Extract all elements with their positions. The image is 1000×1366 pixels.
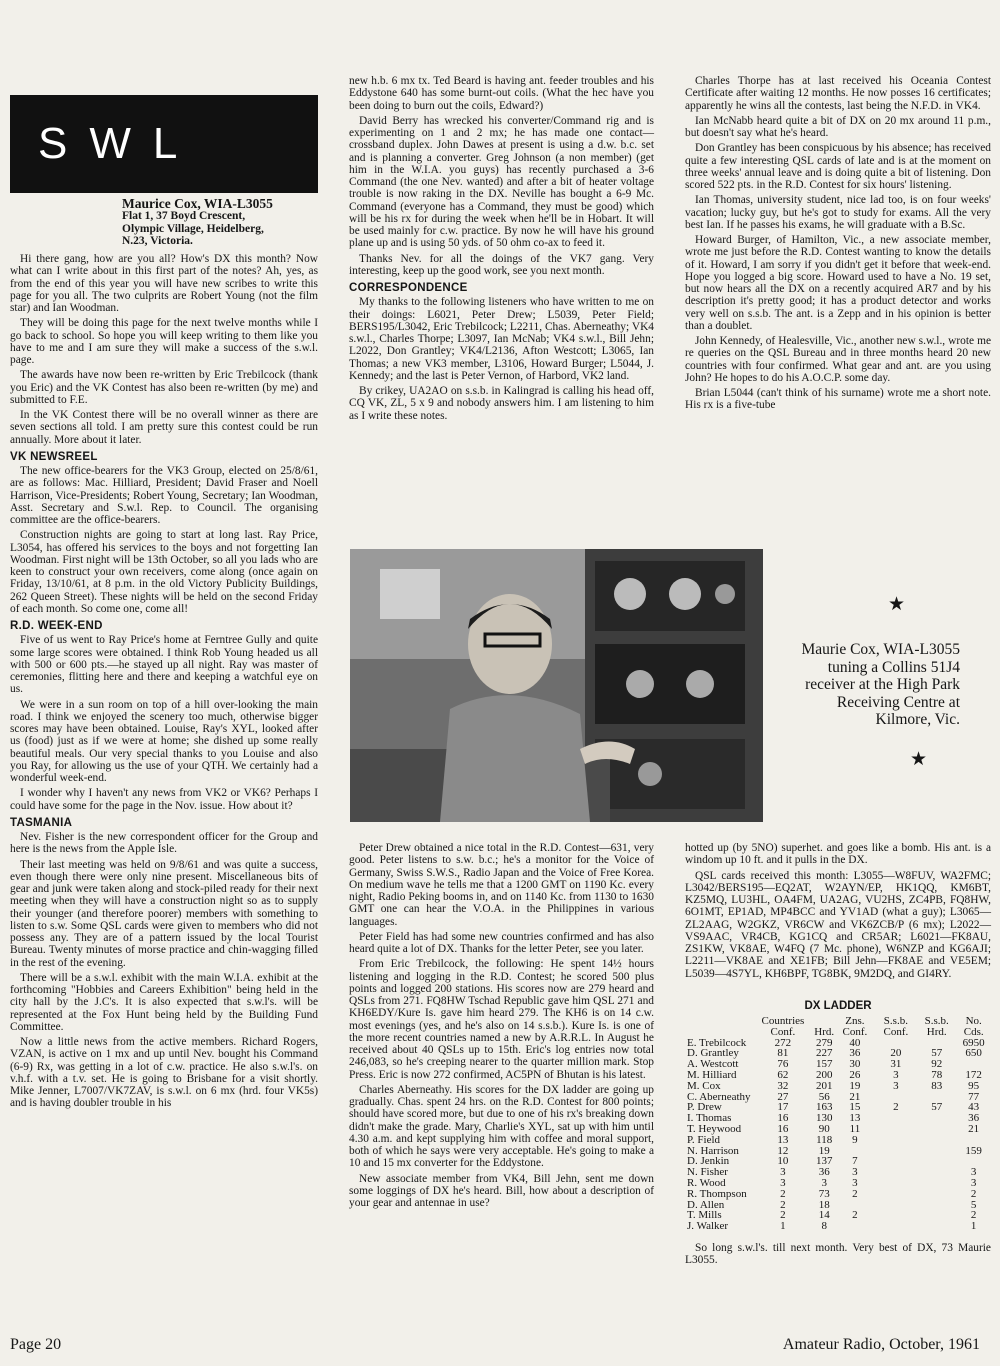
dx-ladder-value: 26	[849, 1068, 861, 1081]
dx-ladder-value: 2	[852, 1187, 858, 1200]
dx-ladder-value: 9	[852, 1133, 858, 1146]
dx-ladder-value: 272	[774, 1036, 792, 1049]
dx-ladder-name: D. Jenkin	[687, 1155, 730, 1168]
column-2	[349, 75, 654, 425]
dx-ladder-row	[685, 1156, 991, 1167]
dx-ladder-value: 8	[821, 1220, 827, 1233]
dx-ladder-value	[875, 1200, 917, 1211]
col3-para: Don Grantley has been conspicuous by his absence; has received quite a few interesting QSL cards of late and is at the moment on three weeks' annual leave and is doing quite a bit of listening. Don scored 522 pts. in the R.D. Contest for six hours' listening.	[685, 142, 991, 191]
dx-ladder-name: A. Westcott	[687, 1058, 739, 1071]
author-address-1: Flat 1, 37 Boyd Crescent,	[122, 210, 246, 223]
dx-ladder-value: 200	[815, 1068, 833, 1081]
dx-ladder-value: 157	[815, 1058, 833, 1071]
dx-ladder-value: 32	[777, 1079, 789, 1092]
dx-ladder-value: 73	[818, 1187, 830, 1200]
dx-ladder-value: 16	[777, 1122, 789, 1135]
dx-ladder-value: 2	[852, 1209, 858, 1222]
dx-ladder-row	[685, 1221, 991, 1232]
section-title: SWL	[38, 119, 200, 168]
dx-ladder-value: 12	[777, 1144, 789, 1157]
heading-vk-newsreel: VK NEWSREEL	[10, 450, 98, 463]
dx-ladder-value: 40	[849, 1036, 861, 1049]
dx-ladder-value	[875, 1221, 917, 1232]
column-3-bottom	[685, 842, 991, 1269]
dx-ladder-row	[685, 1189, 991, 1200]
dx-ladder-name: D. Allen	[687, 1198, 725, 1211]
dx-ladder-row	[685, 1135, 991, 1146]
author-name: Maurice Cox, WIA-L3055	[122, 196, 273, 211]
dx-ladder-value	[917, 1113, 956, 1124]
dx-ladder-value: 18	[818, 1198, 830, 1211]
dx-ladder-value: 5	[970, 1198, 977, 1211]
col2b-para: Peter Drew obtained a nice total in the R.D. Contest—631, very good. Peter listens to s.w. b.c.; he's a monitor for the Voice of Germany, Swiss S.W.S., Radio Japan and the Voice of Free Korea. On medium wave he tells me that a 1200 GMT on 1190 Kc. every night, Radio Peking booms in, and on 1140 Kc. from 1130 to 1630 GMT one can hear the V.O.A. in the Philippines in various languages.	[349, 842, 654, 928]
dx-ladder-row	[685, 1167, 991, 1178]
dx-ladder-value: 159	[965, 1144, 982, 1157]
dx-ladder-table	[685, 1016, 991, 1232]
dx-ladder-value: 2	[893, 1101, 899, 1114]
heading-rd-weekend: R.D. WEEK-END	[10, 620, 103, 632]
dx-ladder-row	[685, 1146, 991, 1157]
col2b-para: Peter Field has had some new countries confirmed and has also heard quite a lot of DX. Thanks for the letter Peter, see you later.	[349, 930, 654, 955]
dx-ladder-value: 13	[777, 1133, 789, 1146]
dx-ladder-value: 1	[780, 1220, 786, 1233]
col3-para: Charles Thorpe has at last received his Oceania Contest Certificate after waiting 12 months. He now posses 16 certificates; apparently he wins all the contests, last being the N.F.D. in VK4.	[685, 75, 991, 112]
dx-ladder-value: 20	[890, 1047, 902, 1060]
dx-ladder-value	[917, 1167, 956, 1178]
dx-ladder-name: T. Heywood	[687, 1122, 742, 1135]
author-address-3: N.23, Victoria.	[122, 235, 193, 248]
author-address-2: Olympic Village, Heidelberg,	[122, 222, 264, 235]
dx-ladder-header-cell: Zns. Conf.	[842, 1015, 868, 1038]
dx-ladder-value: 650	[965, 1047, 982, 1060]
dx-ladder-value	[875, 1113, 917, 1124]
dx-ladder-name: I. Thomas	[687, 1112, 732, 1125]
dx-ladder-value	[917, 1156, 956, 1167]
dx-ladder-value	[875, 1156, 917, 1167]
dx-ladder-value: 137	[815, 1155, 833, 1168]
dx-ladder-value	[917, 1221, 956, 1232]
col3-para: Howard Burger, of Hamilton, Vic., a new associate member, wrote me just before the R.D. Contest wanting to know the details of it. Howard, I am sorry if you didn't get it before that week-end. Hope you logged a big score. Howard used to have a No. 19 set, but now hears all the DX on a recently acquired AR7 and by his description it's pretty good; it has a product detector and works very well on s.s.b. The ant. is a Zepp and in his opinion is better than a doublet.	[685, 234, 991, 332]
dx-ladder-value: 90	[818, 1122, 830, 1135]
dx-ladder-value	[875, 1189, 917, 1200]
heading-correspondence: CORRESPONDENCE	[349, 282, 468, 294]
col2b-para: Charles Aberneathy. His scores for the DX ladder are going up gradually. Chas. spent 24 hrs. on the R.D. Contest for 800 points; should have scored more, but due to one of his rx's breaking down didn't make the grade. Mary, Charlie's XYL, sat up with him until 4.30 a.m. and kept supplying him with coffee and moral support, both of which he says were very acceptable. He's going to make a 10 and 15 mx converter for the Eddystone.	[349, 1083, 654, 1170]
dx-ladder-value: 36	[818, 1166, 830, 1179]
dx-ladder-value: 19	[849, 1079, 861, 1092]
column-1	[10, 253, 318, 1113]
dx-ladder-value: 2	[970, 1209, 977, 1222]
dx-ladder-body	[685, 1038, 991, 1232]
dx-ladder-value	[917, 1146, 956, 1157]
dx-ladder-name: M. Cox	[687, 1079, 721, 1092]
col3-para: John Kennedy, of Healesville, Vic., another new s.w.l., wrote me re queries on the QSL Bureau and in three months heard 20 new countries with four confirmed. What gear and ant. are you using John? He hopes to do his A.O.C.P. some day.	[685, 335, 991, 384]
dx-ladder-name: P. Drew	[687, 1101, 722, 1114]
dx-ladder-value: 3	[893, 1068, 899, 1081]
dx-ladder-row	[685, 1070, 991, 1081]
dx-ladder-value: 3	[780, 1166, 786, 1179]
dx-ladder-name: P. Field	[687, 1133, 721, 1146]
dx-ladder-value	[917, 1135, 956, 1146]
dx-ladder-value: 21	[849, 1090, 861, 1103]
dx-ladder-value	[875, 1178, 917, 1189]
page-number: Page 20	[10, 1336, 62, 1353]
col2b-para: New associate member from VK4, Bill Jehn, sent me down some loggings of DX he's heard. Bill, how about a description of your gear and antennae in use?	[349, 1172, 654, 1209]
dx-ladder-value	[956, 1135, 991, 1146]
dx-ladder-value: 118	[816, 1133, 833, 1146]
dx-ladder-name: E. Trebilcock	[687, 1036, 747, 1049]
col3b-para: QSL cards received this month: L3055—W8FUV, WA2FMC; L3042/BERS195—EQ2AT, W2AYN/EP, HK1QQ, KM6BT, KZ5MQ, LU3HL, OA4FM, UA2AG, VU2HS, ZC4PB, FQ8HW, 6O1MT, EP1AD, MP4BCC and YV1AD (what a guy); L3065—ZL2AAG, W2GKZ, VR6CW and VK6ZCB/P (6 mx); L2022—VS9AAC, VR4CB, KG1CQ and CR5AR; L6021—FK8AU, ZS1KW, VK8AE, W4FQ (7 Mc. phone), W6NZP and KG6AJI; L2211—VK8AE and XE1FB; Bill Jehn—FK8AE and VE5EM; L5039—4S7YL, KH6BPF, TG8BK, 9M2DQ, and GI4RY.	[685, 869, 991, 980]
dx-ladder-value: 30	[849, 1058, 861, 1071]
dx-ladder-header-cell: Hrd.	[814, 1025, 835, 1038]
dx-ladder-value: 36	[968, 1112, 980, 1125]
dx-ladder-value: 21	[968, 1122, 980, 1135]
dx-ladder-value: 43	[968, 1101, 980, 1114]
dx-ladder-row	[685, 1081, 991, 1092]
dx-ladder-row	[685, 1092, 991, 1103]
dx-ladder-value: 27	[777, 1090, 789, 1103]
dx-ladder-value: 56	[818, 1090, 830, 1103]
dx-ladder-value: 227	[815, 1047, 833, 1060]
section-title-box	[10, 95, 318, 193]
dx-ladder-value	[917, 1189, 956, 1200]
col3-para: Ian Thomas, university student, nice lad too, is on four weeks' vacation; lucky guy, but he's got to study for exams. All the very best Ian. If he passes his exams, he will graduate with a B.Sc.	[685, 194, 991, 231]
dx-ladder-value: 3	[780, 1176, 786, 1189]
dx-ladder-value: 78	[931, 1068, 943, 1081]
tas-para: Nev. Fisher is the new correspondent officer for the Group and here is the news from the Apple Isle.	[10, 831, 318, 856]
dx-ladder-value: 172	[965, 1068, 982, 1081]
dx-ladder-value: 76	[777, 1058, 789, 1071]
col2-para: David Berry has wrecked his converter/Command rig and is experimenting on 1 and 2 mx; he has made one contact—crossband duplex. John Dawes at present is using a d.w. b.c. set and is planning a converter. Greg Johnson (a non member) (get him in the W.I.A. you guys) has recently purchased a 3-6 Command (the one Nev. wanted) and after a bit of heater voltage trouble is now raking in the DX. Neville has bought a 6-9 Mc. Command (everyone has a Command, they must be good) which will be his rx for during the week when he'll be in Hobart. It will be used mainly for c.w. practice. By now he will have his ground plane up and is using 50 yds. of 50 ohm co-ax to feed it.	[349, 114, 654, 250]
dx-ladder-value: 3	[852, 1176, 858, 1189]
dx-ladder-value: 31	[890, 1058, 902, 1071]
dx-ladder-header-cell: S.s.b. Hrd.	[924, 1015, 949, 1038]
dx-ladder-name: N. Harrison	[687, 1144, 739, 1157]
dx-ladder-value: 36	[849, 1047, 861, 1060]
intro-para: Hi there gang, how are you all? How's DX this month? Now what can I write about in this first part of the notes? Ah, yes, as from the end of this year you will have new scribes to write this page for you all. The two culprits are Robert Young (not the film star) and Ian Woodman.	[10, 253, 318, 314]
dx-ladder-value: 3	[821, 1176, 827, 1189]
dx-ladder-name: T. Mills	[687, 1209, 722, 1222]
rd-para: We were in a sun room on top of a hill over-looking the main road. I think we enjoyed the scenery too much, otherwise bigger scores may have been obtained. Louise, Ray's XYL, looked after us (food) just as if we were at home; she dished up some really beautiful meals. Our very special thanks to you Louise and also you Ray, for allowing us the use of your QTH. We certainly had a wonderful week-end.	[10, 698, 318, 784]
dx-ladder-value	[875, 1135, 917, 1146]
dx-ladder-value	[835, 1221, 875, 1232]
tas-para: Now a little news from the active members. Richard Rogers, VZAN, is active on 1 mx and up until Nev. bought his Command (6-9) Rx, was getting in a lot of c.w. practice. He also s.w.l's. on v.h.f. with a t.v. set. He is going to Brisbane for a visit shortly. Mike Jenner, L7007/VK7ZAV, is s.w.l. on 6 mx (hrd. four VK5s) and is having doubler trouble in his	[10, 1036, 318, 1110]
dx-ladder-row	[685, 1200, 991, 1211]
corr-para: By crikey, UA2AO on s.s.b. in Kalingrad is calling his head off, CQ VK, ZL, 5 x 9 and nobody answers him. I am listening to him as I write these notes.	[349, 385, 654, 422]
column-3	[685, 75, 991, 415]
tas-para: Their last meeting was held on 9/8/61 and was quite a success, even though there were only nine present. Miscellaneous bits of gear and junk were taken along and stock-piled ready for their next meeting when they will have a construction night so as to supply their younger (and therefore poorer) members with something to listen to s.w. Some QSL cards were given to members who did not possess any. They are of a pattern issued by the local Tourist Bureau. Twenty minutes of morse practice and chin-wagging filled in the rest of the evening.	[10, 858, 318, 969]
dx-ladder-value: 3	[852, 1166, 858, 1179]
dx-ladder-row	[685, 1210, 991, 1221]
dx-ladder-value: 16	[777, 1112, 789, 1125]
dx-ladder-name: R. Wood	[687, 1176, 726, 1189]
dx-ladder-value: 3	[970, 1166, 977, 1179]
dx-ladder-value	[875, 1124, 917, 1135]
dx-ladder-header-cell: Countries Conf.	[761, 1015, 805, 1038]
photo-radio-operator	[350, 549, 763, 822]
dx-ladder-header-cell: S.s.b. Conf.	[883, 1015, 909, 1038]
dx-ladder-row	[685, 1124, 991, 1135]
star-ornament-top: ★	[888, 594, 906, 615]
dx-ladder-value: 6950	[962, 1036, 985, 1049]
rd-para: Five of us went to Ray Price's home at Ferntree Gully and quite some large scores were obtained. I think Rob Young headed us all with 500 or 600 pts.—he stayed up all night. Ray was master of ceremonies, flitting here and there and keeping a watchful eye on us.	[10, 634, 318, 696]
dx-ladder-value: 92	[931, 1058, 943, 1071]
dx-ladder-header-cell	[685, 1016, 753, 1038]
dx-ladder-value: 2	[970, 1187, 977, 1200]
newsreel-para: Construction nights are going to start at long last. Ray Price, L3054, has offered his services to the boys and not forgetting Ian Woodman. First night will be 13th October, so all you lads who are keen to construct your own receivers, come along (once again on Friday, 13/10/61, at 8 p.m. in the old Victory Publicity Buildings, 262 Queen Street). These nights will be held on the second Friday of each month. So come one, come all!	[10, 529, 318, 615]
dx-ladder-value: 14	[818, 1209, 830, 1222]
dx-ladder-header-row	[685, 1016, 991, 1038]
intro-para: The awards have now been re-written by Eric Trebilcock (thank you Eric) and the VK Contest has also been re-written (by me) and submitted to F.E.	[10, 369, 318, 406]
dx-ladder-value	[875, 1146, 917, 1157]
dx-ladder-value: 2	[780, 1198, 786, 1211]
dx-ladder-value: 17	[777, 1101, 789, 1114]
closing-para: So long s.w.l's. till next month. Very best of DX, 73 Maurie L3055.	[685, 1241, 991, 1267]
dx-ladder-value: 3	[893, 1079, 899, 1092]
col2-para: new h.b. 6 mx tx. Ted Beard is having ant. feeder troubles and his Eddystone 640 has some burnt-out coils. (What the hec have you been doing to burn out the coils, Edward?)	[349, 75, 654, 112]
dx-ladder-name: N. Fisher	[687, 1166, 728, 1179]
dx-ladder-value: 1	[970, 1220, 977, 1233]
dx-ladder-value: 201	[815, 1079, 833, 1092]
col3-para: Brian L5044 (can't think of his surname) wrote me a short note. His rx is a five-tube	[685, 387, 991, 412]
dx-ladder-value: 11	[849, 1122, 861, 1135]
dx-ladder-value: 10	[777, 1155, 789, 1168]
dx-ladder-value	[917, 1124, 956, 1135]
col3b-para: hotted up (by 5NO) superhet. and goes like a bomb. His ant. is a windom up 10 ft. and it pulls in the DX.	[685, 842, 991, 867]
col3-para: Ian McNabb heard quite a bit of DX on 20 mx around 11 p.m., but doesn't say what he's heard.	[685, 114, 991, 139]
corr-para: My thanks to the following listeners who have written to me on their doings: L6021, Peter Drew; L5039, Peter Field; BERS195/L3042, Eric Trebilcock; L2211, Chas. Aberneathy; VK4 s.w.l., Charles Thorpe; L3097, Ian McNab; VK4 s.w.l., Bill Jehn; L2022, Don Grantley; VK4/L2136, Afton Westcott; L3065, Ian Thomas; a new VK3 member, L3106, Howard Burger; L5044, J. Kennedy; and the last is Peter Vernon, of Harbord, VK2 land.	[349, 296, 654, 382]
dx-ladder-value	[875, 1167, 917, 1178]
intro-para: In the VK Contest there will be no overall winner as there are seven sections all told. I am pretty sure this contest could be run annually. More about it later.	[10, 409, 318, 446]
dx-ladder-value: 81	[777, 1047, 789, 1060]
dx-ladder-value: 279	[815, 1036, 833, 1049]
rd-para: I wonder why I haven't any news from VK2 or VK6? Perhaps I could have some for the page in the Nov. issue. How about it?	[10, 787, 318, 812]
dx-ladder-value: 2	[780, 1187, 786, 1200]
col2b-para: From Eric Trebilcock, the following: He spent 14½ hours listening and logging in the R.D. Contest; he scored 500 plus points and logged 200 stations. His scores now are 279 heard and QSLs from 271. FQ8HW Tschad Republic gave him QSL 271 and KH6EDY/Kure Is. gave him heard 279. The KH6 is on 14 c.w. most evenings (yes, and he's also on 14 s.s.b.). Kure Is. is one of the more recent countries named a new by A.R.R.L. In August he received about 40 QSLs up to 15th. Eric's log entries now total 246,083, so he's creeping nearer to the quarter million mark. Stop Press. Eric is now 272 confirmed, AC5PN of Bhutan is his latest.	[349, 958, 654, 1081]
dx-ladder-value: 3	[970, 1176, 977, 1189]
dx-ladder-value: 57	[931, 1101, 943, 1114]
dx-ladder-value: 83	[931, 1079, 943, 1092]
dx-ladder-value: 2	[780, 1209, 786, 1222]
col2-para: Thanks Nev. for all the doings of the VK7 gang. Very interesting, keep up the good work, see you next month.	[349, 252, 654, 277]
dx-ladder-value: 95	[968, 1079, 980, 1092]
photo-illustration	[350, 549, 763, 822]
dx-ladder-value: 7	[852, 1155, 858, 1168]
dx-ladder-name: J. Walker	[687, 1220, 729, 1233]
dx-ladder-value	[875, 1210, 917, 1221]
dx-ladder-value: 57	[931, 1047, 943, 1060]
dx-ladder-header-cell: No. Cds.	[963, 1015, 984, 1038]
dx-ladder-name: M. Hilliard	[687, 1068, 737, 1081]
tas-para: There will be a s.w.l. exhibit with the main W.I.A. exhibit at the forthcoming "Hobbies and Careers Exhibition" being held in the city hall by the J.C's. It is also expected that s.w.l's. will be represented at the Fox Hunt being held by the Building Fund Committee.	[10, 971, 318, 1033]
intro-para: They will be doing this page for the next twelve months while I go back to school. So hope you will keep writing to them like you have to me and I am sure they will make a success of the s.w.l. page.	[10, 317, 318, 366]
dx-ladder-value	[917, 1210, 956, 1221]
dx-ladder-value: 62	[777, 1068, 789, 1081]
dx-ladder-value: 15	[849, 1101, 861, 1114]
dx-ladder-value: 77	[968, 1090, 980, 1103]
author-block	[122, 198, 318, 248]
dx-ladder-name: D. Grantley	[687, 1047, 739, 1060]
dx-ladder-value	[917, 1178, 956, 1189]
dx-ladder-name: C. Aberneathy	[687, 1090, 751, 1103]
dx-ladder-value: 19	[818, 1144, 830, 1157]
dx-ladder-value	[917, 1200, 956, 1211]
heading-tasmania: TASMANIA	[10, 816, 73, 829]
magazine-issue: Amateur Radio, October, 1961	[782, 1336, 980, 1353]
newsreel-para: The new office-bearers for the VK3 Group, elected on 25/8/61, are as follows: Mac. Hilliard, President; David Fraser and Noell Harrison, Vice-Presidents; Robert Young, Secretary; Ian Woodman, Asst. Secretary and S.w.l. Rep. to Council. The organising committee are the office-bearers.	[10, 465, 318, 526]
dx-ladder-value: 130	[815, 1112, 833, 1125]
dx-ladder-value: 13	[849, 1112, 861, 1125]
dx-ladder-title: DX LADDER	[804, 999, 872, 1012]
dx-ladder-value: 163	[815, 1101, 833, 1114]
photo-caption: Maurie Cox, WIA-L3055 tuning a Collins 51J4 receiver at the High Park Receiving Centre at Kilmore, Vic.	[801, 641, 960, 728]
column-2-bottom	[349, 842, 654, 1212]
dx-ladder-name: R. Thompson	[687, 1187, 747, 1200]
star-ornament-bottom: ★	[910, 749, 928, 770]
